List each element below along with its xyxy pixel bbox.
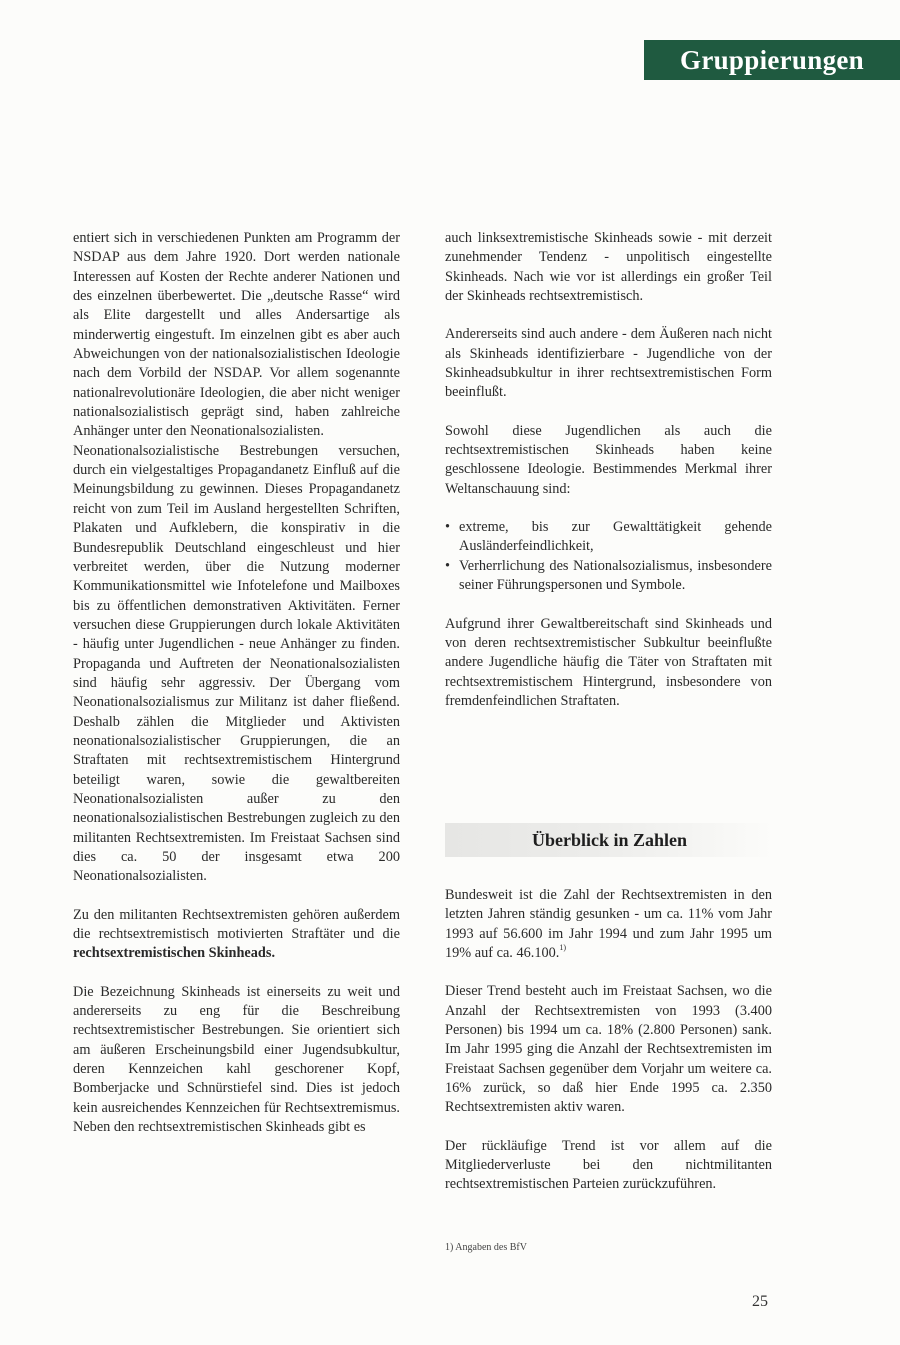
left-paragraph-3-text: Zu den militanten Rechtsextremisten gehören außerdem die rechtsextremistisch motivierten Straftäter und die [73, 906, 400, 943]
left-paragraph-1: entiert sich in verschiedenen Punkten am Programm der NSDAP aus dem Jahre 1920. Dort werden nationale Interessen auf Kosten der Rechte anderer Nationen und des einzelnen überbewertet. Die „deutsche Rasse“ wird als Elite dargestellt und alles Andersartige als minderwertig eingestuft. Im einzelnen gibt es aber auch Abweichungen von der nationalsozialistischen Ideologie nach dem Vorbild der NSDAP. Vor allem sogenannte nationalrevolutionäre Ideologien, die aber nicht weniger nationalsozialistisch geprägt sind, haben zahlreiche Anhänger unter den Neonationalsozialisten. [73, 230, 400, 440]
left-paragraph-3 [73, 906, 400, 964]
right-paragraph-3: Sowohl diese Jugendlichen als auch die rechtsextremistischen Skinheads haben keine geschlossene Ideologie. Bestimmendes Merkmal ihrer Weltanschauung sind: [445, 422, 772, 497]
right-paragraph-4: Aufgrund ihrer Gewaltbereitschaft sind Skinheads und von deren rechtsextremistischer Subkultur beeinflußte andere Jugendliche häufig die Täter von Straftaten mit rechtsextremistischem Hintergrund, insbesondere von fremdenfeindlichen Straftaten. [445, 615, 772, 709]
right-column [445, 229, 772, 730]
footnote: 1) Angaben des BfV [445, 1242, 527, 1253]
left-paragraph-2: Neonationalsozialistische Bestrebungen versuchen, durch ein vielgestaltiges Propagandanetz Einfluß auf die Meinungsbildung zu gewinnen. Dieses Propagandanetz reicht von zum Teil im Ausland hergestellten Schriften, Plakaten und Aufklebern, die konspirativ in die Bundesrepublik Deutschland eingeschleust und hier verbreitet werden, über die Nutzung moderner Kommunikationsmittel wie Infotelefone und Mailboxes bis zu öffentlichen demonstrativen Aktivitäten. Ferner versuchen diese Gruppierungen durch lokale Aktivitäten - häufig unter Jugendlichen - neue Anhänger zu finden. Propaganda und Auftreten der Neonationalsozialisten sind häufig sehr aggressiv. Der Übergang vom Neonationalsozialismus zur Militanz ist daher fließend. Deshalb zählen die Mitglieder und Aktivisten neonationalsozialistischer Gruppierungen, die an Straftaten mit rechtsextremistischem Hintergrund beteiligt waren, sowie die gewaltbereiten Neonationalsozialisten außer zu den neonationalsozialistischen Bestrebungen zugleich zu den militanten Rechtsextremisten. Im Freistaat Sachsen sind dies ca. 50 der insgesamt etwa 200 Neonationalsozialisten. [73, 442, 400, 885]
stats-body [445, 886, 772, 1214]
footnote-reference: 1) [559, 943, 567, 953]
bullet-item: • Verherrlichung des Nationalsozialismus, insbesondere seiner Führungspersonen und Symbole. [445, 557, 772, 596]
skinheads-bold-term: rechtsextremistischen Skinheads. [73, 945, 276, 962]
stats-paragraph-2: Dieser Trend besteht auch im Freistaat Sachsen, wo die Anzahl der Rechtsextremisten von 1993 (3.400 Personen) bis 1994 um ca. 18% (2.800 Personen) sank. Im Jahr 1995 ging die Anzahl der Rechtsextremisten im Freistaat Sachsen gegenüber dem Vorjahr um weitere ca. 16% zurück, so daß hier Ende 1995 ca. 2.350 Rechtsextremisten aktiv waren. [445, 983, 772, 1116]
right-paragraph-2: Andererseits sind auch andere - dem Äußeren nach nicht als Skinheads identifizierbare - Jugendliche von der Skinheadsubkultur in ihrer rechtsextremistischen Form beeinflußt. [445, 326, 772, 401]
ideology-bullet-list [445, 518, 772, 595]
left-column [73, 229, 400, 1156]
bullet-item: • extreme, bis zur Gewalttätigkeit gehende Ausländerfeindlichkeit, [445, 518, 772, 557]
left-paragraph-4: Die Bezeichnung Skinheads ist einerseits zu weit und andererseits zu eng für die Beschreibung rechtsextremistischer Bestrebungen. Sie orientiert sich am äußeren Erscheinungsbild einer Jugendsubkultur, deren Kennzeichen kahl geschorener Kopf, Bomberjacke und Schnürstiefel sind. Dies ist jedoch kein ausreichendes Kennzeichen für Rechtsextremismus. Neben den rechtsextremistischen Skinheads gibt es [73, 983, 400, 1136]
stats-paragraph-3: Der rückläufige Trend ist vor allem auf die Mitgliederverluste bei den nichtmilitanten rechtsextremistischen Parteien zurückzuführen. [445, 1137, 772, 1193]
stats-paragraph-1 [445, 886, 772, 963]
stats-section-heading: Überblick in Zahlen [445, 823, 774, 857]
section-title-tab: Gruppierungen [644, 40, 900, 80]
stats-paragraph-1-text: Bundesweit ist die Zahl der Rechtsextremisten in den letzten Jahren ständig gesunken - um ca. 11% vom Jahr 1993 auf 56.600 im Jahr 1994 und zum Jahr 1995 um 19% auf ca. 46.100. [445, 887, 772, 962]
right-paragraph-1: auch linksextremistische Skinheads sowie - mit derzeit zunehmender Tendenz - unpolitisch eingestellte Skinheads. Nach wie vor ist allerdings ein großer Teil der Skinheads rechtsextremistisch. [445, 230, 772, 305]
page-number: 25 [752, 1293, 768, 1310]
